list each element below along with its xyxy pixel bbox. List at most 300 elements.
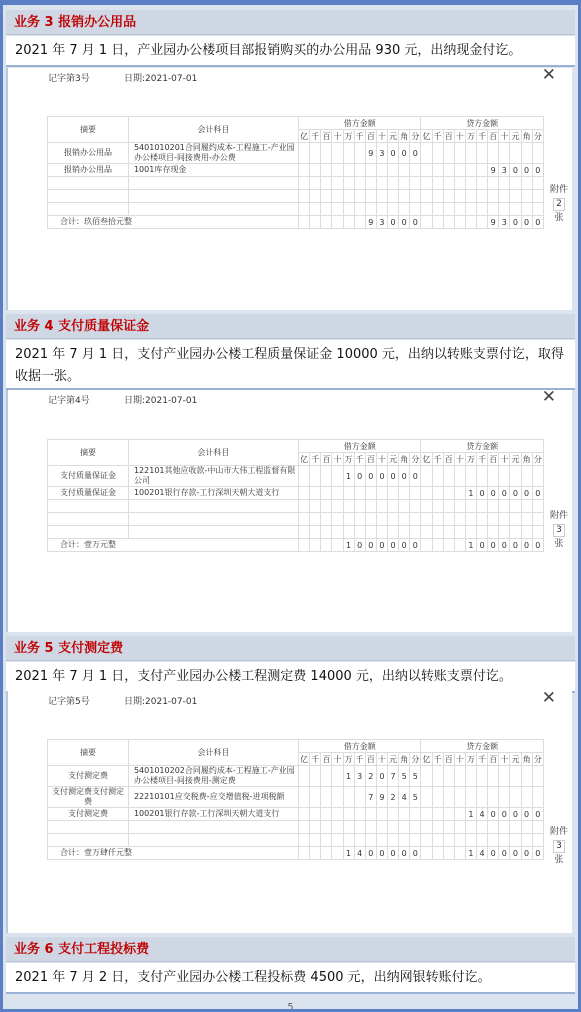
total-credit-digit: 4 (477, 847, 488, 860)
debit-digit (321, 834, 332, 847)
debit-digit (332, 500, 343, 513)
summary-header: 摘要 (48, 740, 129, 766)
debit-digit (321, 766, 332, 787)
debit-digit (321, 500, 332, 513)
total-credit-digit (421, 539, 432, 552)
voucher-row (48, 190, 544, 203)
debit-digit: 0 (399, 143, 410, 164)
debit-digit (399, 190, 410, 203)
debit-digit (332, 526, 343, 539)
debit-digit (365, 203, 376, 216)
voucher-3 (6, 65, 572, 310)
credit-digit (510, 177, 521, 190)
total-credit-digit (432, 216, 443, 229)
credit-digit (454, 177, 465, 190)
attachment-label: 附件 (549, 827, 568, 837)
credit-digit (477, 834, 488, 847)
debit-digit (321, 190, 332, 203)
digit-unit-header: 万 (466, 454, 475, 464)
debit-digit (299, 203, 310, 216)
digit-unit-header: 分 (411, 754, 420, 764)
credit-digit: 0 (499, 487, 510, 500)
attachment-count (548, 826, 570, 867)
row-summary (48, 821, 129, 834)
debit-digit (332, 190, 343, 203)
debit-digit (299, 190, 310, 203)
debit-digit (410, 177, 421, 190)
row-summary (48, 834, 129, 847)
debit-digit (310, 808, 321, 821)
total-amount-words: 合计：壹万肆仟元整 (48, 847, 299, 860)
credit-digit (432, 164, 443, 177)
section-header-5: 业务 5 支付测定费 (6, 636, 575, 661)
total-credit-digit (477, 216, 488, 229)
credit-digit (521, 821, 532, 834)
total-debit-digit: 0 (354, 539, 365, 552)
debit-header: 借方金额 (299, 117, 421, 130)
credit-digit (421, 821, 432, 834)
debit-digit (332, 203, 343, 216)
credit-digit (521, 190, 532, 203)
debit-digit (354, 500, 365, 513)
debit-digit: 5 (399, 766, 410, 787)
credit-digit (510, 190, 521, 203)
credit-digit (510, 821, 521, 834)
credit-digit (432, 513, 443, 526)
digit-unit-header: 分 (533, 131, 542, 141)
credit-digit (454, 821, 465, 834)
total-credit-digit (454, 539, 465, 552)
close-icon[interactable]: ✕ (541, 65, 556, 85)
credit-digit (510, 203, 521, 216)
total-debit-digit: 0 (388, 216, 399, 229)
debit-digit (399, 808, 410, 821)
credit-digit (443, 808, 454, 821)
digit-unit-header: 千 (311, 131, 320, 141)
digit-unit-header: 十 (377, 754, 386, 764)
credit-digit (465, 513, 476, 526)
row-summary: 支付测定费 (48, 766, 129, 787)
digit-unit-header: 角 (400, 454, 409, 464)
credit-digit (421, 190, 432, 203)
debit-digit (388, 203, 399, 216)
credit-digit (443, 487, 454, 500)
digit-unit-header: 千 (433, 754, 442, 764)
voucher-row (48, 821, 544, 834)
credit-digit (521, 513, 532, 526)
total-credit-digit (432, 847, 443, 860)
voucher-row (48, 526, 544, 539)
voucher-row (48, 787, 544, 808)
credit-digit (532, 513, 543, 526)
credit-digit (532, 203, 543, 216)
debit-digit: 0 (388, 143, 399, 164)
debit-digit: 0 (410, 143, 421, 164)
row-account: 100201银行存款-工行深圳天朝大道支行 (128, 808, 298, 821)
digit-unit-header: 百 (322, 454, 331, 464)
debit-digit (388, 164, 399, 177)
voucher-row (48, 177, 544, 190)
total-credit-digit: 3 (499, 216, 510, 229)
credit-digit (432, 190, 443, 203)
attachment-unit: 张 (554, 855, 564, 865)
credit-digit (532, 143, 543, 164)
total-debit-digit: 9 (365, 216, 376, 229)
voucher-row (48, 203, 544, 216)
total-credit-digit: 0 (510, 539, 521, 552)
credit-digit (477, 164, 488, 177)
total-credit-digit: 0 (521, 539, 532, 552)
attachment-unit: 张 (554, 213, 564, 223)
debit-digit (399, 834, 410, 847)
credit-digit (432, 177, 443, 190)
total-debit-digit (310, 539, 321, 552)
debit-digit (354, 143, 365, 164)
voucher-date: 日期:2021-07-01 (124, 697, 198, 707)
debit-digit (388, 834, 399, 847)
debit-digit (410, 500, 421, 513)
row-summary (48, 177, 129, 190)
close-icon[interactable]: ✕ (541, 387, 556, 407)
credit-digit: 0 (532, 164, 543, 177)
credit-digit (443, 143, 454, 164)
debit-digit (365, 834, 376, 847)
total-credit-digit: 0 (532, 847, 543, 860)
debit-digit: 1 (343, 466, 354, 487)
credit-digit (477, 177, 488, 190)
debit-digit (388, 513, 399, 526)
credit-digit (532, 177, 543, 190)
digit-unit-header: 百 (322, 131, 331, 141)
total-debit-digit: 0 (376, 847, 387, 860)
credit-digit (521, 177, 532, 190)
debit-digit (410, 526, 421, 539)
digit-unit-header: 十 (500, 454, 509, 464)
digit-unit-header: 百 (366, 131, 375, 141)
credit-digit (499, 513, 510, 526)
debit-digit (399, 821, 410, 834)
row-summary (48, 190, 129, 203)
credit-digit (432, 466, 443, 487)
credit-digit (488, 500, 499, 513)
digit-unit-header: 亿 (300, 454, 309, 464)
total-debit-digit: 0 (376, 539, 387, 552)
credit-digit (521, 466, 532, 487)
total-credit-digit (454, 847, 465, 860)
total-credit-digit: 0 (532, 539, 543, 552)
credit-digit: 0 (510, 808, 521, 821)
document-page (3, 5, 578, 1009)
debit-digit (310, 787, 321, 808)
debit-digit (410, 203, 421, 216)
voucher-number: 记字第3号 (48, 74, 90, 84)
debit-digit (388, 177, 399, 190)
credit-digit (499, 821, 510, 834)
voucher-row (48, 766, 544, 787)
voucher-row (48, 500, 544, 513)
credit-digit (465, 466, 476, 487)
debit-digit (388, 487, 399, 500)
total-credit-digit (432, 539, 443, 552)
credit-digit: 0 (532, 487, 543, 500)
total-debit-digit (299, 216, 310, 229)
debit-digit: 0 (376, 766, 387, 787)
debit-digit (321, 203, 332, 216)
debit-digit (388, 190, 399, 203)
digit-unit-header: 亿 (422, 454, 431, 464)
credit-digit (454, 834, 465, 847)
total-debit-digit: 4 (354, 847, 365, 860)
digit-unit-header: 角 (400, 754, 409, 764)
attachment-number: 3 (553, 524, 565, 537)
debit-digit (332, 821, 343, 834)
digit-unit-header: 分 (533, 454, 542, 464)
total-credit-digit: 0 (488, 539, 499, 552)
credit-digit (443, 177, 454, 190)
account-header: 会计科目 (128, 440, 298, 466)
total-row (48, 847, 544, 860)
debit-digit: 7 (365, 787, 376, 808)
digit-unit-header: 角 (400, 131, 409, 141)
digit-unit-header: 角 (522, 131, 531, 141)
debit-digit (376, 526, 387, 539)
row-account (128, 821, 298, 834)
voucher-row (48, 164, 544, 177)
debit-digit (365, 500, 376, 513)
credit-digit (432, 787, 443, 808)
debit-digit (376, 190, 387, 203)
row-account (128, 203, 298, 216)
digit-unit-header: 万 (344, 754, 353, 764)
debit-digit (365, 808, 376, 821)
total-debit-digit: 0 (410, 216, 421, 229)
row-account (128, 190, 298, 203)
debit-digit (332, 834, 343, 847)
debit-digit (365, 513, 376, 526)
debit-digit (365, 164, 376, 177)
digit-unit-header: 万 (344, 131, 353, 141)
digit-unit-header: 千 (311, 454, 320, 464)
credit-digit (421, 487, 432, 500)
close-icon[interactable]: ✕ (541, 688, 556, 708)
debit-digit (343, 821, 354, 834)
total-debit-digit: 0 (399, 216, 410, 229)
account-header: 会计科目 (128, 117, 298, 143)
debit-digit (354, 808, 365, 821)
debit-digit (310, 766, 321, 787)
debit-digit (321, 808, 332, 821)
debit-digit (410, 513, 421, 526)
row-account (128, 526, 298, 539)
credit-digit (465, 190, 476, 203)
voucher-number: 记字第5号 (48, 697, 90, 707)
section-description-5: 2021 年 7 月 1 日，支付产业园办公楼工程测定费 14000 元，出纳以转账支票付讫。 (6, 662, 575, 693)
credit-digit (510, 787, 521, 808)
debit-digit (310, 203, 321, 216)
debit-digit (365, 526, 376, 539)
credit-digit (454, 513, 465, 526)
credit-digit (454, 766, 465, 787)
credit-digit (443, 526, 454, 539)
debit-digit (410, 821, 421, 834)
credit-digit: 0 (532, 808, 543, 821)
debit-digit (343, 513, 354, 526)
row-summary: 支付质量保证金 (48, 466, 129, 487)
debit-digit (388, 500, 399, 513)
debit-digit (343, 500, 354, 513)
attachment-label: 附件 (549, 185, 568, 195)
voucher-5 (6, 688, 572, 933)
credit-digit (499, 834, 510, 847)
credit-digit (477, 190, 488, 203)
credit-digit (465, 526, 476, 539)
credit-digit: 4 (477, 808, 488, 821)
summary-header: 摘要 (48, 440, 129, 466)
debit-digit (354, 834, 365, 847)
voucher-row (48, 834, 544, 847)
credit-digit: 0 (521, 808, 532, 821)
digit-unit-header: 千 (433, 454, 442, 464)
debit-digit (365, 190, 376, 203)
debit-digit: 1 (343, 766, 354, 787)
debit-digit (410, 190, 421, 203)
digit-unit-header: 十 (455, 754, 464, 764)
debit-digit (299, 164, 310, 177)
digit-unit-header: 百 (444, 131, 453, 141)
credit-digit (532, 834, 543, 847)
debit-digit (376, 500, 387, 513)
credit-digit (421, 526, 432, 539)
debit-digit (354, 177, 365, 190)
debit-digit (343, 526, 354, 539)
credit-digit (421, 143, 432, 164)
credit-digit (532, 500, 543, 513)
total-debit-digit (332, 539, 343, 552)
attachment-unit: 张 (554, 539, 564, 549)
credit-digit (465, 821, 476, 834)
debit-digit (343, 143, 354, 164)
credit-digit (443, 513, 454, 526)
total-credit-digit: 0 (499, 847, 510, 860)
credit-digit (443, 466, 454, 487)
debit-digit (365, 821, 376, 834)
credit-digit (499, 526, 510, 539)
credit-digit (510, 834, 521, 847)
digit-unit-header: 元 (511, 754, 520, 764)
debit-digit (343, 487, 354, 500)
total-credit-digit (421, 847, 432, 860)
debit-digit (410, 487, 421, 500)
debit-digit (343, 834, 354, 847)
credit-digit: 0 (477, 487, 488, 500)
debit-digit (399, 487, 410, 500)
debit-digit (376, 203, 387, 216)
debit-digit (376, 164, 387, 177)
row-account (128, 834, 298, 847)
debit-digit (299, 500, 310, 513)
section-description-3: 2021 年 7 月 1 日，产业园办公楼项目部报销购买的办公用品 930 元，出纳现金付讫。 (6, 36, 575, 67)
total-debit-digit (332, 216, 343, 229)
row-account (128, 500, 298, 513)
credit-digit (432, 500, 443, 513)
credit-digit (521, 526, 532, 539)
row-account: 5401010201合同履约成本-工程施工-产业园办公楼项目-间接费用-办公费 (128, 143, 298, 164)
credit-digit (499, 143, 510, 164)
credit-digit: 3 (499, 164, 510, 177)
credit-digit: 1 (465, 487, 476, 500)
debit-digit (354, 203, 365, 216)
credit-digit (432, 143, 443, 164)
credit-digit (421, 500, 432, 513)
digit-unit-header: 分 (533, 754, 542, 764)
total-debit-digit: 0 (365, 847, 376, 860)
debit-digit (321, 487, 332, 500)
credit-digit (443, 203, 454, 216)
credit-digit (488, 466, 499, 487)
debit-digit (299, 143, 310, 164)
total-debit-digit: 0 (388, 539, 399, 552)
total-credit-digit: 0 (499, 539, 510, 552)
debit-digit (310, 513, 321, 526)
credit-digit (532, 526, 543, 539)
debit-digit (332, 143, 343, 164)
total-debit-digit: 0 (410, 539, 421, 552)
total-credit-digit: 0 (510, 847, 521, 860)
credit-header: 贷方金额 (421, 740, 544, 753)
credit-digit (421, 808, 432, 821)
digit-unit-header: 千 (355, 131, 364, 141)
row-summary (48, 526, 129, 539)
row-summary: 报销办公用品 (48, 164, 129, 177)
debit-digit (343, 177, 354, 190)
credit-digit (477, 466, 488, 487)
total-debit-digit: 3 (376, 216, 387, 229)
credit-digit: 0 (488, 808, 499, 821)
credit-digit (421, 513, 432, 526)
total-credit-digit: 0 (532, 216, 543, 229)
debit-digit (332, 164, 343, 177)
credit-digit: 0 (488, 487, 499, 500)
total-debit-digit: 1 (343, 847, 354, 860)
debit-digit (299, 821, 310, 834)
voucher-table (47, 439, 544, 552)
credit-digit (521, 203, 532, 216)
total-debit-digit (332, 847, 343, 860)
credit-digit (465, 500, 476, 513)
debit-digit (376, 834, 387, 847)
debit-digit (354, 164, 365, 177)
debit-digit (332, 487, 343, 500)
debit-digit (343, 203, 354, 216)
digit-unit-header: 亿 (422, 754, 431, 764)
debit-digit (332, 177, 343, 190)
debit-digit: 0 (410, 466, 421, 487)
voucher-date: 日期:2021-07-01 (124, 396, 198, 406)
credit-digit (488, 821, 499, 834)
total-debit-digit (310, 216, 321, 229)
credit-digit (443, 164, 454, 177)
section-header-4: 业务 4 支付质量保证金 (6, 314, 575, 339)
credit-digit (510, 766, 521, 787)
credit-digit (432, 808, 443, 821)
total-debit-digit: 0 (388, 847, 399, 860)
credit-digit (488, 526, 499, 539)
credit-digit (499, 466, 510, 487)
total-credit-digit: 0 (521, 847, 532, 860)
debit-digit (310, 177, 321, 190)
digit-unit-header: 千 (478, 754, 487, 764)
credit-digit (510, 526, 521, 539)
